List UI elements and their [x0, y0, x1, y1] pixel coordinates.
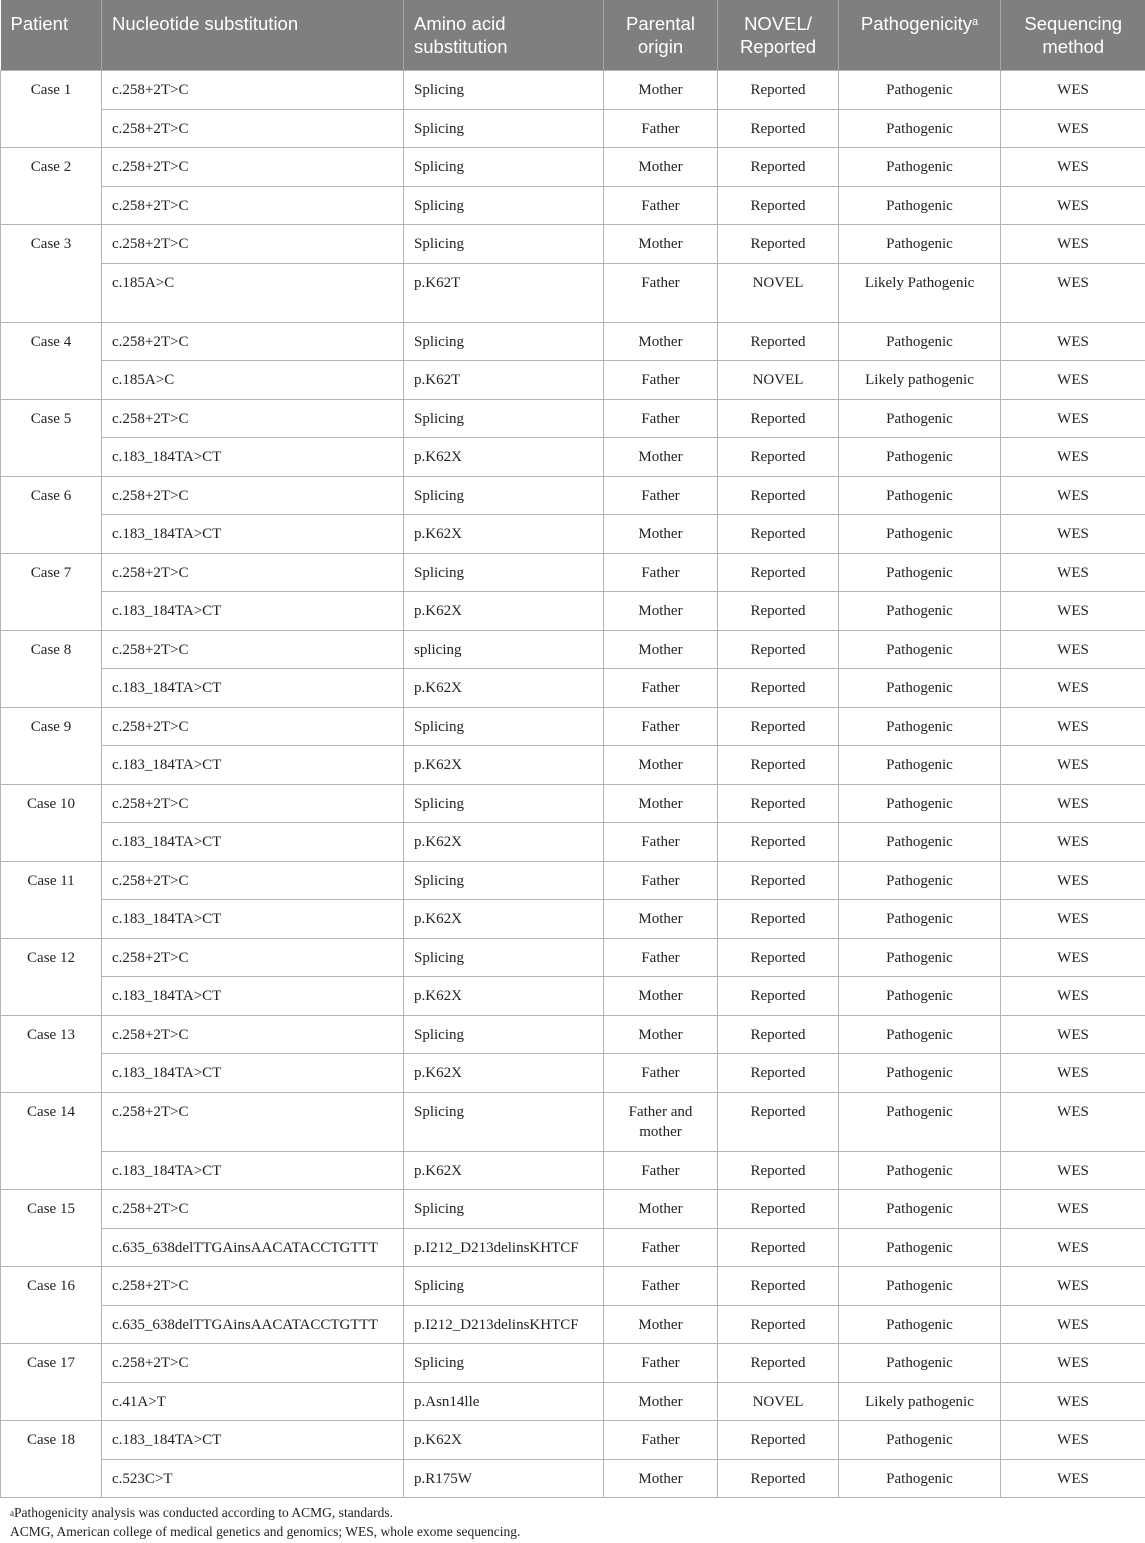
sequencing-method-cell: WES	[1001, 399, 1145, 438]
parental-origin-cell: Father	[604, 707, 718, 746]
amino-acid-cell: Splicing	[404, 1015, 604, 1054]
table-row	[1, 1151, 1145, 1190]
pathogenicity-cell: Pathogenic	[839, 515, 1001, 554]
parental-origin-cell: Mother	[604, 322, 718, 361]
sequencing-method-cell: WES	[1001, 1190, 1145, 1229]
column-header-label: Parental origin	[626, 13, 695, 57]
parental-origin-cell: Mother	[604, 900, 718, 939]
pathogenicity-cell: Pathogenic	[839, 1190, 1001, 1229]
patient-cell: Case 5	[1, 399, 102, 476]
pathogenicity-cell: Pathogenic	[839, 322, 1001, 361]
parental-origin-cell: Father	[604, 861, 718, 900]
table-row	[1, 361, 1145, 400]
pathogenicity-cell: Pathogenic	[839, 399, 1001, 438]
pathogenicity-cell: Pathogenic	[839, 746, 1001, 785]
sequencing-method-cell: WES	[1001, 1092, 1145, 1151]
column-header	[718, 0, 839, 71]
amino-acid-cell: Splicing	[404, 553, 604, 592]
sequencing-method-cell: WES	[1001, 186, 1145, 225]
sequencing-method-cell: WES	[1001, 1228, 1145, 1267]
novel-reported-cell: Reported	[718, 71, 839, 110]
pathogenicity-cell: Likely pathogenic	[839, 1382, 1001, 1421]
pathogenicity-cell: Pathogenic	[839, 1228, 1001, 1267]
pathogenicity-cell: Pathogenic	[839, 592, 1001, 631]
sequencing-method-cell: WES	[1001, 784, 1145, 823]
parental-origin-cell: Father	[604, 399, 718, 438]
nucleotide-cell: c.183_184TA>CT	[102, 977, 404, 1016]
parental-origin-cell: Father	[604, 669, 718, 708]
amino-acid-cell: Splicing	[404, 476, 604, 515]
column-header	[404, 0, 604, 71]
novel-reported-cell: Reported	[718, 515, 839, 554]
amino-acid-cell: Splicing	[404, 707, 604, 746]
novel-reported-cell: NOVEL	[718, 263, 839, 322]
nucleotide-cell: c.183_184TA>CT	[102, 669, 404, 708]
nucleotide-cell: c.258+2T>C	[102, 1092, 404, 1151]
nucleotide-cell: c.258+2T>C	[102, 71, 404, 110]
nucleotide-cell: c.258+2T>C	[102, 784, 404, 823]
novel-reported-cell: Reported	[718, 1421, 839, 1460]
amino-acid-cell: p.Asn14lle	[404, 1382, 604, 1421]
sequencing-method-cell: WES	[1001, 322, 1145, 361]
nucleotide-cell: c.258+2T>C	[102, 109, 404, 148]
sequencing-method-cell: WES	[1001, 1267, 1145, 1306]
parental-origin-cell: Mother	[604, 1305, 718, 1344]
amino-acid-cell: p.K62X	[404, 669, 604, 708]
novel-reported-cell: Reported	[718, 823, 839, 862]
amino-acid-cell: p.K62X	[404, 900, 604, 939]
nucleotide-cell: c.258+2T>C	[102, 707, 404, 746]
table-row	[1, 1015, 1145, 1054]
nucleotide-cell: c.635_638delTTGAinsAACATACCTGTTT	[102, 1305, 404, 1344]
nucleotide-cell: c.258+2T>C	[102, 938, 404, 977]
nucleotide-cell: c.183_184TA>CT	[102, 438, 404, 477]
novel-reported-cell: Reported	[718, 1190, 839, 1229]
novel-reported-cell: Reported	[718, 148, 839, 187]
sequencing-method-cell: WES	[1001, 553, 1145, 592]
nucleotide-cell: c.258+2T>C	[102, 1190, 404, 1229]
parental-origin-cell: Father	[604, 361, 718, 400]
parental-origin-cell: Father	[604, 186, 718, 225]
nucleotide-cell: c.258+2T>C	[102, 322, 404, 361]
column-header-label: Pathogenicity	[860, 13, 972, 34]
table-row	[1, 1054, 1145, 1093]
patient-cell: Case 9	[1, 707, 102, 784]
parental-origin-cell: Father	[604, 938, 718, 977]
amino-acid-cell: p.K62X	[404, 592, 604, 631]
amino-acid-cell: Splicing	[404, 148, 604, 187]
pathogenicity-cell: Pathogenic	[839, 1092, 1001, 1151]
novel-reported-cell: Reported	[718, 186, 839, 225]
parental-origin-cell: Mother	[604, 71, 718, 110]
sequencing-method-cell: WES	[1001, 938, 1145, 977]
amino-acid-cell: Splicing	[404, 71, 604, 110]
table-row	[1, 322, 1145, 361]
pathogenicity-cell: Pathogenic	[839, 71, 1001, 110]
column-header-label: Amino acid substitution	[414, 13, 508, 57]
sequencing-method-cell: WES	[1001, 592, 1145, 631]
amino-acid-cell: p.K62X	[404, 515, 604, 554]
pathogenicity-cell: Likely Pathogenic	[839, 263, 1001, 322]
amino-acid-cell: Splicing	[404, 1092, 604, 1151]
nucleotide-cell: c.185A>C	[102, 361, 404, 400]
sequencing-method-cell: WES	[1001, 1459, 1145, 1498]
sequencing-method-cell: WES	[1001, 707, 1145, 746]
nucleotide-cell: c.258+2T>C	[102, 399, 404, 438]
patient-cell: Case 8	[1, 630, 102, 707]
table-row	[1, 823, 1145, 862]
table-row	[1, 476, 1145, 515]
novel-reported-cell: Reported	[718, 630, 839, 669]
parental-origin-cell: Mother	[604, 438, 718, 477]
novel-reported-cell: Reported	[718, 707, 839, 746]
table-row	[1, 707, 1145, 746]
column-header	[1, 0, 102, 71]
patient-cell: Case 16	[1, 1267, 102, 1344]
table-row	[1, 1228, 1145, 1267]
sequencing-method-cell: WES	[1001, 823, 1145, 862]
table-row	[1, 1092, 1145, 1151]
novel-reported-cell: Reported	[718, 592, 839, 631]
pathogenicity-cell: Pathogenic	[839, 438, 1001, 477]
parental-origin-cell: Mother	[604, 630, 718, 669]
novel-reported-cell: Reported	[718, 669, 839, 708]
table-row	[1, 1382, 1145, 1421]
pathogenicity-cell: Pathogenic	[839, 900, 1001, 939]
pathogenicity-cell: Pathogenic	[839, 1151, 1001, 1190]
sequencing-method-cell: WES	[1001, 1382, 1145, 1421]
sequencing-method-cell: WES	[1001, 438, 1145, 477]
table-row	[1, 861, 1145, 900]
patient-cell: Case 13	[1, 1015, 102, 1092]
parental-origin-cell: Father	[604, 1267, 718, 1306]
nucleotide-cell: c.183_184TA>CT	[102, 823, 404, 862]
nucleotide-cell: c.258+2T>C	[102, 148, 404, 187]
parental-origin-cell: Mother	[604, 592, 718, 631]
column-header-label: Sequencing method	[1024, 13, 1123, 57]
nucleotide-cell: c.523C>T	[102, 1459, 404, 1498]
nucleotide-cell: c.258+2T>C	[102, 476, 404, 515]
novel-reported-cell: Reported	[718, 1015, 839, 1054]
nucleotide-cell: c.185A>C	[102, 263, 404, 322]
patient-cell: Case 1	[1, 71, 102, 148]
sequencing-method-cell: WES	[1001, 361, 1145, 400]
novel-reported-cell: Reported	[718, 861, 839, 900]
pathogenicity-cell: Pathogenic	[839, 1344, 1001, 1383]
sequencing-method-cell: WES	[1001, 1421, 1145, 1460]
sequencing-method-cell: WES	[1001, 900, 1145, 939]
table-body	[1, 71, 1145, 1498]
amino-acid-cell: p.K62T	[404, 263, 604, 322]
amino-acid-cell: p.R175W	[404, 1459, 604, 1498]
pathogenicity-cell: Pathogenic	[839, 1421, 1001, 1460]
parental-origin-cell: Father	[604, 109, 718, 148]
parental-origin-cell: Father	[604, 1054, 718, 1093]
table-row	[1, 515, 1145, 554]
parental-origin-cell: Mother	[604, 784, 718, 823]
sequencing-method-cell: WES	[1001, 263, 1145, 322]
table-row	[1, 977, 1145, 1016]
sequencing-method-cell: WES	[1001, 1344, 1145, 1383]
parental-origin-cell: Father	[604, 1151, 718, 1190]
nucleotide-cell: c.183_184TA>CT	[102, 746, 404, 785]
pathogenicity-cell: Pathogenic	[839, 476, 1001, 515]
pathogenicity-cell: Pathogenic	[839, 553, 1001, 592]
sequencing-method-cell: WES	[1001, 1015, 1145, 1054]
novel-reported-cell: Reported	[718, 1267, 839, 1306]
patient-cell: Case 7	[1, 553, 102, 630]
pathogenicity-cell: Pathogenic	[839, 1267, 1001, 1306]
amino-acid-cell: Splicing	[404, 938, 604, 977]
nucleotide-cell: c.258+2T>C	[102, 186, 404, 225]
parental-origin-cell: Father	[604, 1421, 718, 1460]
parental-origin-cell: Father	[604, 476, 718, 515]
nucleotide-cell: c.41A>T	[102, 1382, 404, 1421]
parental-origin-cell: Mother	[604, 977, 718, 1016]
sequencing-method-cell: WES	[1001, 71, 1145, 110]
parental-origin-cell: Mother	[604, 1459, 718, 1498]
patient-cell: Case 11	[1, 861, 102, 938]
column-header-label: Patient	[10, 13, 69, 34]
novel-reported-cell: Reported	[718, 553, 839, 592]
novel-reported-cell: Reported	[718, 1305, 839, 1344]
novel-reported-cell: Reported	[718, 1228, 839, 1267]
sequencing-method-cell: WES	[1001, 669, 1145, 708]
parental-origin-cell: Father	[604, 263, 718, 322]
patient-cell: Case 4	[1, 322, 102, 399]
patient-cell: Case 15	[1, 1190, 102, 1267]
footnote-a	[10, 1504, 393, 1522]
amino-acid-cell: Splicing	[404, 109, 604, 148]
sequencing-method-cell: WES	[1001, 476, 1145, 515]
sequencing-method-cell: WES	[1001, 1305, 1145, 1344]
amino-acid-cell: Splicing	[404, 861, 604, 900]
sequencing-method-cell: WES	[1001, 515, 1145, 554]
nucleotide-cell: c.183_184TA>CT	[102, 515, 404, 554]
amino-acid-cell: Splicing	[404, 1344, 604, 1383]
nucleotide-cell: c.258+2T>C	[102, 630, 404, 669]
pathogenicity-cell: Pathogenic	[839, 861, 1001, 900]
column-header	[102, 0, 404, 71]
amino-acid-cell: Splicing	[404, 186, 604, 225]
nucleotide-cell: c.258+2T>C	[102, 861, 404, 900]
pathogenicity-cell: Pathogenic	[839, 148, 1001, 187]
novel-reported-cell: Reported	[718, 1092, 839, 1151]
parental-origin-cell: Father	[604, 1344, 718, 1383]
pathogenicity-cell: Pathogenic	[839, 823, 1001, 862]
amino-acid-cell: p.K62X	[404, 1151, 604, 1190]
amino-acid-cell: p.K62X	[404, 746, 604, 785]
amino-acid-cell: p.K62X	[404, 823, 604, 862]
nucleotide-cell: c.258+2T>C	[102, 1344, 404, 1383]
amino-acid-cell: p.K62X	[404, 977, 604, 1016]
pathogenicity-cell: Pathogenic	[839, 669, 1001, 708]
amino-acid-cell: Splicing	[404, 784, 604, 823]
table-row	[1, 186, 1145, 225]
amino-acid-cell: Splicing	[404, 1267, 604, 1306]
table-row	[1, 1344, 1145, 1383]
novel-reported-cell: Reported	[718, 1054, 839, 1093]
amino-acid-cell: Splicing	[404, 225, 604, 264]
nucleotide-cell: c.183_184TA>CT	[102, 900, 404, 939]
table-row	[1, 900, 1145, 939]
table-row	[1, 938, 1145, 977]
pathogenicity-cell: Pathogenic	[839, 1305, 1001, 1344]
novel-reported-cell: NOVEL	[718, 1382, 839, 1421]
table-row	[1, 1305, 1145, 1344]
novel-reported-cell: Reported	[718, 322, 839, 361]
novel-reported-cell: Reported	[718, 746, 839, 785]
sequencing-method-cell: WES	[1001, 977, 1145, 1016]
table-row	[1, 109, 1145, 148]
table-row	[1, 1421, 1145, 1460]
table-row	[1, 438, 1145, 477]
column-header-label: NOVEL/ Reported	[739, 13, 817, 57]
table-row	[1, 148, 1145, 187]
parental-origin-cell: Mother	[604, 1190, 718, 1229]
nucleotide-cell: c.258+2T>C	[102, 1015, 404, 1054]
nucleotide-cell: c.183_184TA>CT	[102, 1151, 404, 1190]
footnote-a-text: Pathogenicity analysis was conducted according to ACMG, standards.	[14, 1505, 394, 1520]
patient-cell: Case 14	[1, 1092, 102, 1190]
footnote-abbreviations: ACMG, American college of medical genetics and genomics; WES, whole exome sequencing.	[10, 1524, 521, 1539]
sequencing-method-cell: WES	[1001, 746, 1145, 785]
pathogenicity-cell: Pathogenic	[839, 1054, 1001, 1093]
column-header	[1001, 0, 1145, 71]
table-row	[1, 746, 1145, 785]
pathogenicity-cell: Pathogenic	[839, 225, 1001, 264]
parental-origin-cell: Father	[604, 823, 718, 862]
sequencing-method-cell: WES	[1001, 1054, 1145, 1093]
novel-reported-cell: Reported	[718, 225, 839, 264]
sequencing-method-cell: WES	[1001, 148, 1145, 187]
table-row	[1, 225, 1145, 264]
parental-origin-cell: Father	[604, 1228, 718, 1267]
pathogenicity-cell: Pathogenic	[839, 977, 1001, 1016]
novel-reported-cell: Reported	[718, 938, 839, 977]
parental-origin-cell: Mother	[604, 148, 718, 187]
amino-acid-cell: p.I212_D213delinsKHTCF	[404, 1228, 604, 1267]
table-row	[1, 1190, 1145, 1229]
novel-reported-cell: Reported	[718, 1459, 839, 1498]
pathogenicity-cell: Pathogenic	[839, 630, 1001, 669]
pathogenicity-cell: Pathogenic	[839, 707, 1001, 746]
parental-origin-cell: Father	[604, 553, 718, 592]
novel-reported-cell: Reported	[718, 476, 839, 515]
parental-origin-cell: Mother	[604, 746, 718, 785]
amino-acid-cell: p.K62T	[404, 361, 604, 400]
table-row	[1, 784, 1145, 823]
amino-acid-cell: p.K62X	[404, 438, 604, 477]
table-row	[1, 1267, 1145, 1306]
amino-acid-cell: Splicing	[404, 1190, 604, 1229]
amino-acid-cell: Splicing	[404, 399, 604, 438]
parental-origin-cell: Mother	[604, 1015, 718, 1054]
pathogenicity-cell: Pathogenic	[839, 784, 1001, 823]
sequencing-method-cell: WES	[1001, 630, 1145, 669]
amino-acid-cell: splicing	[404, 630, 604, 669]
pathogenicity-cell: Pathogenic	[839, 1015, 1001, 1054]
amino-acid-cell: p.K62X	[404, 1054, 604, 1093]
sequencing-method-cell: WES	[1001, 225, 1145, 264]
amino-acid-cell: p.I212_D213delinsKHTCF	[404, 1305, 604, 1344]
table-row	[1, 1459, 1145, 1498]
novel-reported-cell: Reported	[718, 438, 839, 477]
sequencing-method-cell: WES	[1001, 1151, 1145, 1190]
novel-reported-cell: Reported	[718, 1151, 839, 1190]
amino-acid-cell: p.K62X	[404, 1421, 604, 1460]
sequencing-method-cell: WES	[1001, 861, 1145, 900]
patient-cell: Case 6	[1, 476, 102, 553]
patient-cell: Case 18	[1, 1421, 102, 1498]
novel-reported-cell: Reported	[718, 900, 839, 939]
parental-origin-cell: Mother	[604, 225, 718, 264]
amino-acid-cell: Splicing	[404, 322, 604, 361]
column-header	[604, 0, 718, 71]
table-row	[1, 71, 1145, 110]
footnote-marker: a	[10, 1508, 14, 1518]
novel-reported-cell: Reported	[718, 109, 839, 148]
table-row	[1, 669, 1145, 708]
novel-reported-cell: Reported	[718, 399, 839, 438]
column-header-label: Nucleotide substitution	[112, 13, 299, 34]
sequencing-method-cell: WES	[1001, 109, 1145, 148]
patient-cell: Case 2	[1, 148, 102, 225]
column-header	[839, 0, 1001, 71]
table-header-row	[1, 0, 1145, 71]
patient-cell: Case 10	[1, 784, 102, 861]
pathogenicity-cell: Likely pathogenic	[839, 361, 1001, 400]
nucleotide-cell: c.258+2T>C	[102, 553, 404, 592]
table-row	[1, 553, 1145, 592]
patient-cell: Case 12	[1, 938, 102, 1015]
patient-cell: Case 17	[1, 1344, 102, 1421]
table-row	[1, 630, 1145, 669]
parental-origin-cell: Father and mother	[604, 1092, 718, 1151]
table-row	[1, 592, 1145, 631]
novel-reported-cell: Reported	[718, 1344, 839, 1383]
table-row	[1, 263, 1145, 322]
patient-cell: Case 3	[1, 225, 102, 323]
nucleotide-cell: c.183_184TA>CT	[102, 592, 404, 631]
novel-reported-cell: NOVEL	[718, 361, 839, 400]
novel-reported-cell: Reported	[718, 977, 839, 1016]
table-row	[1, 399, 1145, 438]
parental-origin-cell: Mother	[604, 1382, 718, 1421]
pathogenicity-cell: Pathogenic	[839, 109, 1001, 148]
nucleotide-cell: c.635_638delTTGAinsAACATACCTGTTT	[102, 1228, 404, 1267]
pathogenicity-cell: Pathogenic	[839, 186, 1001, 225]
nucleotide-cell: c.258+2T>C	[102, 225, 404, 264]
parental-origin-cell: Mother	[604, 515, 718, 554]
nucleotide-cell: c.183_184TA>CT	[102, 1421, 404, 1460]
novel-reported-cell: Reported	[718, 784, 839, 823]
footnote-marker: a	[971, 16, 979, 28]
pathogenicity-cell: Pathogenic	[839, 1459, 1001, 1498]
nucleotide-cell: c.183_184TA>CT	[102, 1054, 404, 1093]
nucleotide-cell: c.258+2T>C	[102, 1267, 404, 1306]
pathogenicity-cell: Pathogenic	[839, 938, 1001, 977]
